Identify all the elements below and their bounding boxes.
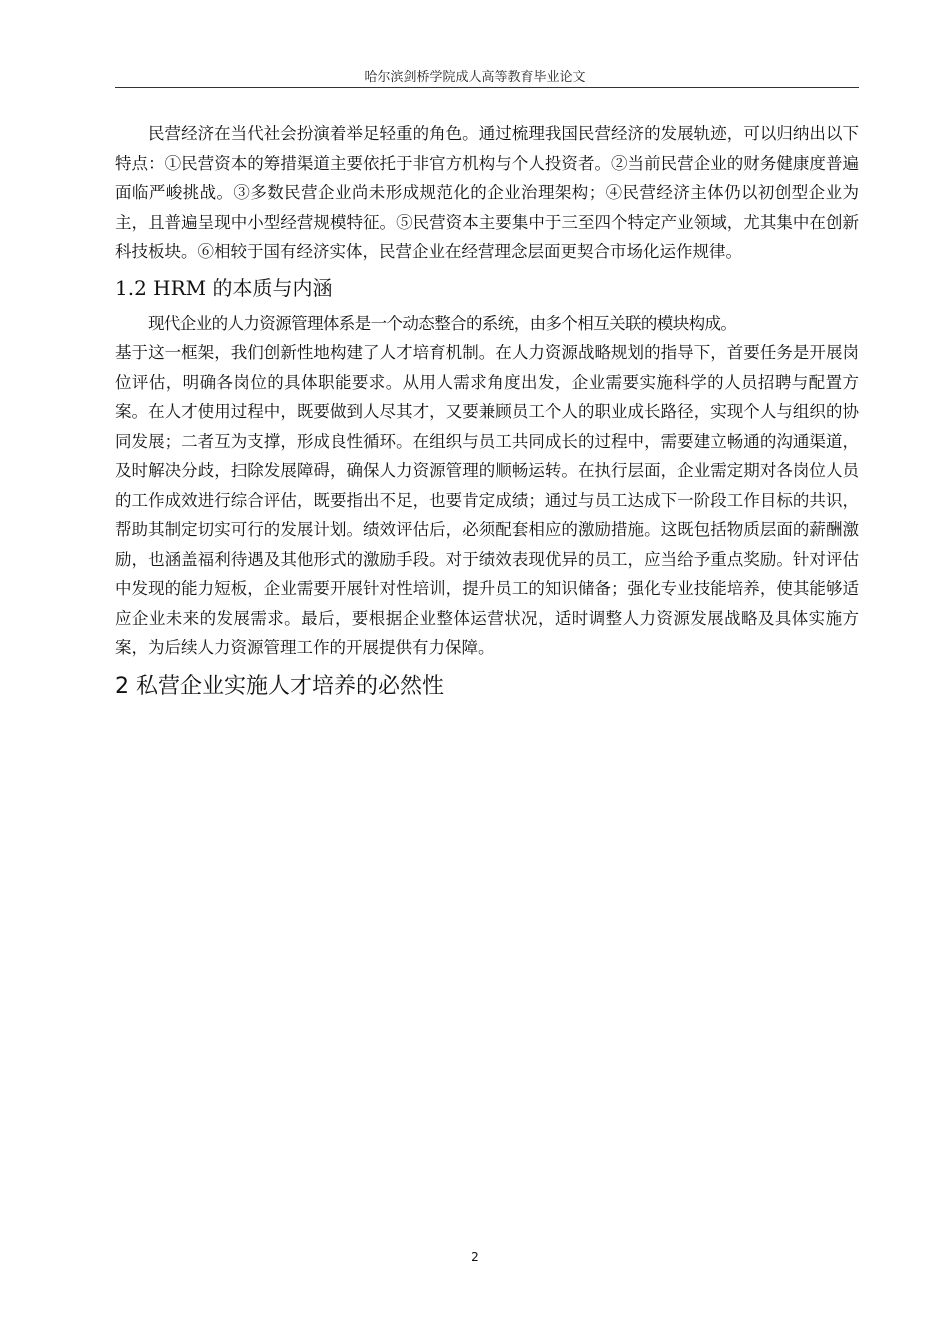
- section-heading-1-2: 1.2 HRM 的本质与内涵: [115, 275, 333, 300]
- intro-paragraph: 民营经济在当代社会扮演着举足轻重的角色。通过梳理我国民营经济的发展轨迹，可以归纳出以下特点：①民营资本的筹措渠道主要依托于非官方机构与个人投资者。②当前民营企业的财务健康度普遍面临严峻挑战。③多数民营企业尚未形成规范化的企业治理架构；④民营经济主体仍以初创型企业为主，且普遍呈现中小型经营规模特征。⑤民营资本主要集中于三至四个特定产业领域，尤其集中在创新科技板块。⑥相较于国有经济实体，民营企业在经营理念层面更契合市场化运作规律。: [115, 124, 859, 261]
- hrm-paragraph-1: 现代企业的人力资源管理体系是一个动态整合的系统，由多个相互关联的模块构成。: [148, 313, 737, 333]
- section-heading-2: 2 私营企业实施人才培养的必然性: [115, 673, 444, 699]
- hrm-paragraph-2: 基于这一框架，我们创新性地构建了人才培育机制。在人力资源战略规划的指导下，首要任务是开展岗位评估，明确各岗位的具体职能要求。从用人需求角度出发，企业需要实施科学的人员招聘与配置方案。在人才使用过程中，既要做到人尽其才，又要兼顾员工个人的职业成长路径，实现个人与组织的协同发展；二者互为支撑，形成良性循环。在组织与员工共同成长的过程中，需要建立畅通的沟通渠道，及时解决分歧，扫除发展障碍，确保人力资源管理的顺畅运转。在执行层面，企业需定期对各岗位人员的工作成效进行综合评估，既要指出不足，也要肯定成绩；通过与员工达成下一阶段工作目标的共识，帮助其制定切实可行的发展计划。绩效评估后，必须配套相应的激励措施。这既包括物质层面的薪酬激励，也涵盖福利待遇及其他形式的激励手段。对于绩效表现优异的员工，应当给予重点奖励。针对评估中发现的能力短板，企业需要开展针对性培训，提升员工的知识储备；强化专业技能培养，使其能够适应企业未来的发展需求。最后，要根据企业整体运营状况，适时调整人力资源发展战略及具体实施方案，为后续人力资源管理工作的开展提供有力保障。: [115, 343, 859, 657]
- page-header: 哈尔滨剑桥学院成人高等教育毕业论文: [364, 70, 586, 85]
- page-number: 2: [471, 1250, 479, 1264]
- header-divider: [115, 87, 859, 88]
- document-body: [115, 119, 859, 705]
